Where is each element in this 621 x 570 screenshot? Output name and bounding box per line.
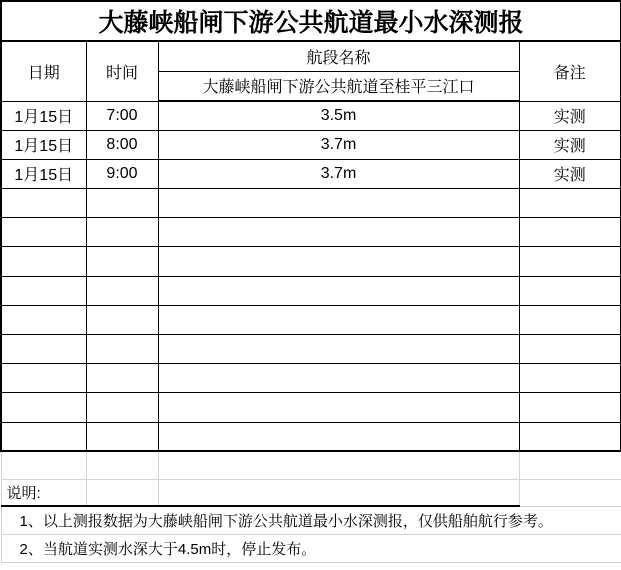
gridline-empty-row: [1, 451, 621, 479]
time-cell: 7:00: [86, 101, 158, 130]
remark-cell: [519, 422, 621, 451]
note-row: [1, 506, 621, 534]
note-row: [1, 534, 621, 562]
remark-cell: 实测: [519, 101, 621, 130]
note-line-1: 1、以上测报数据为大藤峡船闸下游公共航道最小水深测报，仅供船舶航行参考。: [1, 506, 621, 534]
table-row: [1, 130, 621, 159]
depth-cell: 3.7m: [158, 159, 519, 188]
date-cell: [1, 247, 86, 276]
header-section: 航段名称: [158, 41, 519, 71]
remark-cell: [519, 247, 621, 276]
date-cell: [1, 422, 86, 451]
time-cell: [86, 422, 158, 451]
date-cell: [1, 218, 86, 247]
remark-cell: [519, 335, 621, 364]
header-section-sub: 大藤峡船闸下游公共航道至桂平三江口: [158, 71, 519, 101]
header-row-1: [1, 41, 621, 71]
notes-label: 说明:: [1, 479, 86, 506]
date-cell: [1, 276, 86, 305]
depth-cell: [158, 422, 519, 451]
date-cell: [1, 335, 86, 364]
time-cell: [86, 276, 158, 305]
date-cell: [1, 305, 86, 334]
depth-cell: [158, 276, 519, 305]
page-title: 大藤峡船闸下游公共航道最小水深测报: [1, 1, 621, 41]
time-cell: 9:00: [86, 159, 158, 188]
header-date: 日期: [1, 41, 86, 101]
remark-cell: [519, 393, 621, 422]
depth-cell: [158, 305, 519, 334]
depth-cell: [158, 335, 519, 364]
time-cell: [86, 305, 158, 334]
time-cell: [86, 247, 158, 276]
time-cell: [86, 364, 158, 393]
table-row-empty: [1, 393, 621, 422]
table-row-empty: [1, 247, 621, 276]
table-row: [1, 101, 621, 130]
date-cell: 1月15日: [1, 101, 86, 130]
depth-cell: [158, 247, 519, 276]
remark-cell: [519, 276, 621, 305]
table-row-empty: [1, 189, 621, 218]
remark-cell: 实测: [519, 130, 621, 159]
date-cell: [1, 393, 86, 422]
remark-cell: 实测: [519, 159, 621, 188]
time-cell: [86, 189, 158, 218]
remark-cell: [519, 189, 621, 218]
date-cell: [1, 364, 86, 393]
date-cell: 1月15日: [1, 130, 86, 159]
depth-cell: 3.7m: [158, 130, 519, 159]
header-time: 时间: [86, 41, 158, 101]
table-row-empty: [1, 364, 621, 393]
date-cell: [1, 189, 86, 218]
remark-cell: [519, 305, 621, 334]
date-cell: 1月15日: [1, 159, 86, 188]
table-row-empty: [1, 422, 621, 451]
header-remark: 备注: [519, 41, 621, 101]
time-cell: 8:00: [86, 130, 158, 159]
title-row: [1, 1, 621, 41]
table-row: [1, 159, 621, 188]
table-row-empty: [1, 276, 621, 305]
time-cell: [86, 393, 158, 422]
note-line-2: 2、当航道实测水深大于4.5m时，停止发布。: [1, 534, 621, 562]
remark-cell: [519, 364, 621, 393]
table-row-empty: [1, 305, 621, 334]
time-cell: [86, 335, 158, 364]
depth-cell: [158, 189, 519, 218]
depth-cell: 3.5m: [158, 101, 519, 130]
depth-cell: [158, 364, 519, 393]
depth-cell: [158, 393, 519, 422]
table-row-empty: [1, 335, 621, 364]
time-cell: [86, 218, 158, 247]
depth-cell: [158, 218, 519, 247]
table-row-empty: [1, 218, 621, 247]
remark-cell: [519, 218, 621, 247]
notes-label-row: [1, 479, 621, 506]
